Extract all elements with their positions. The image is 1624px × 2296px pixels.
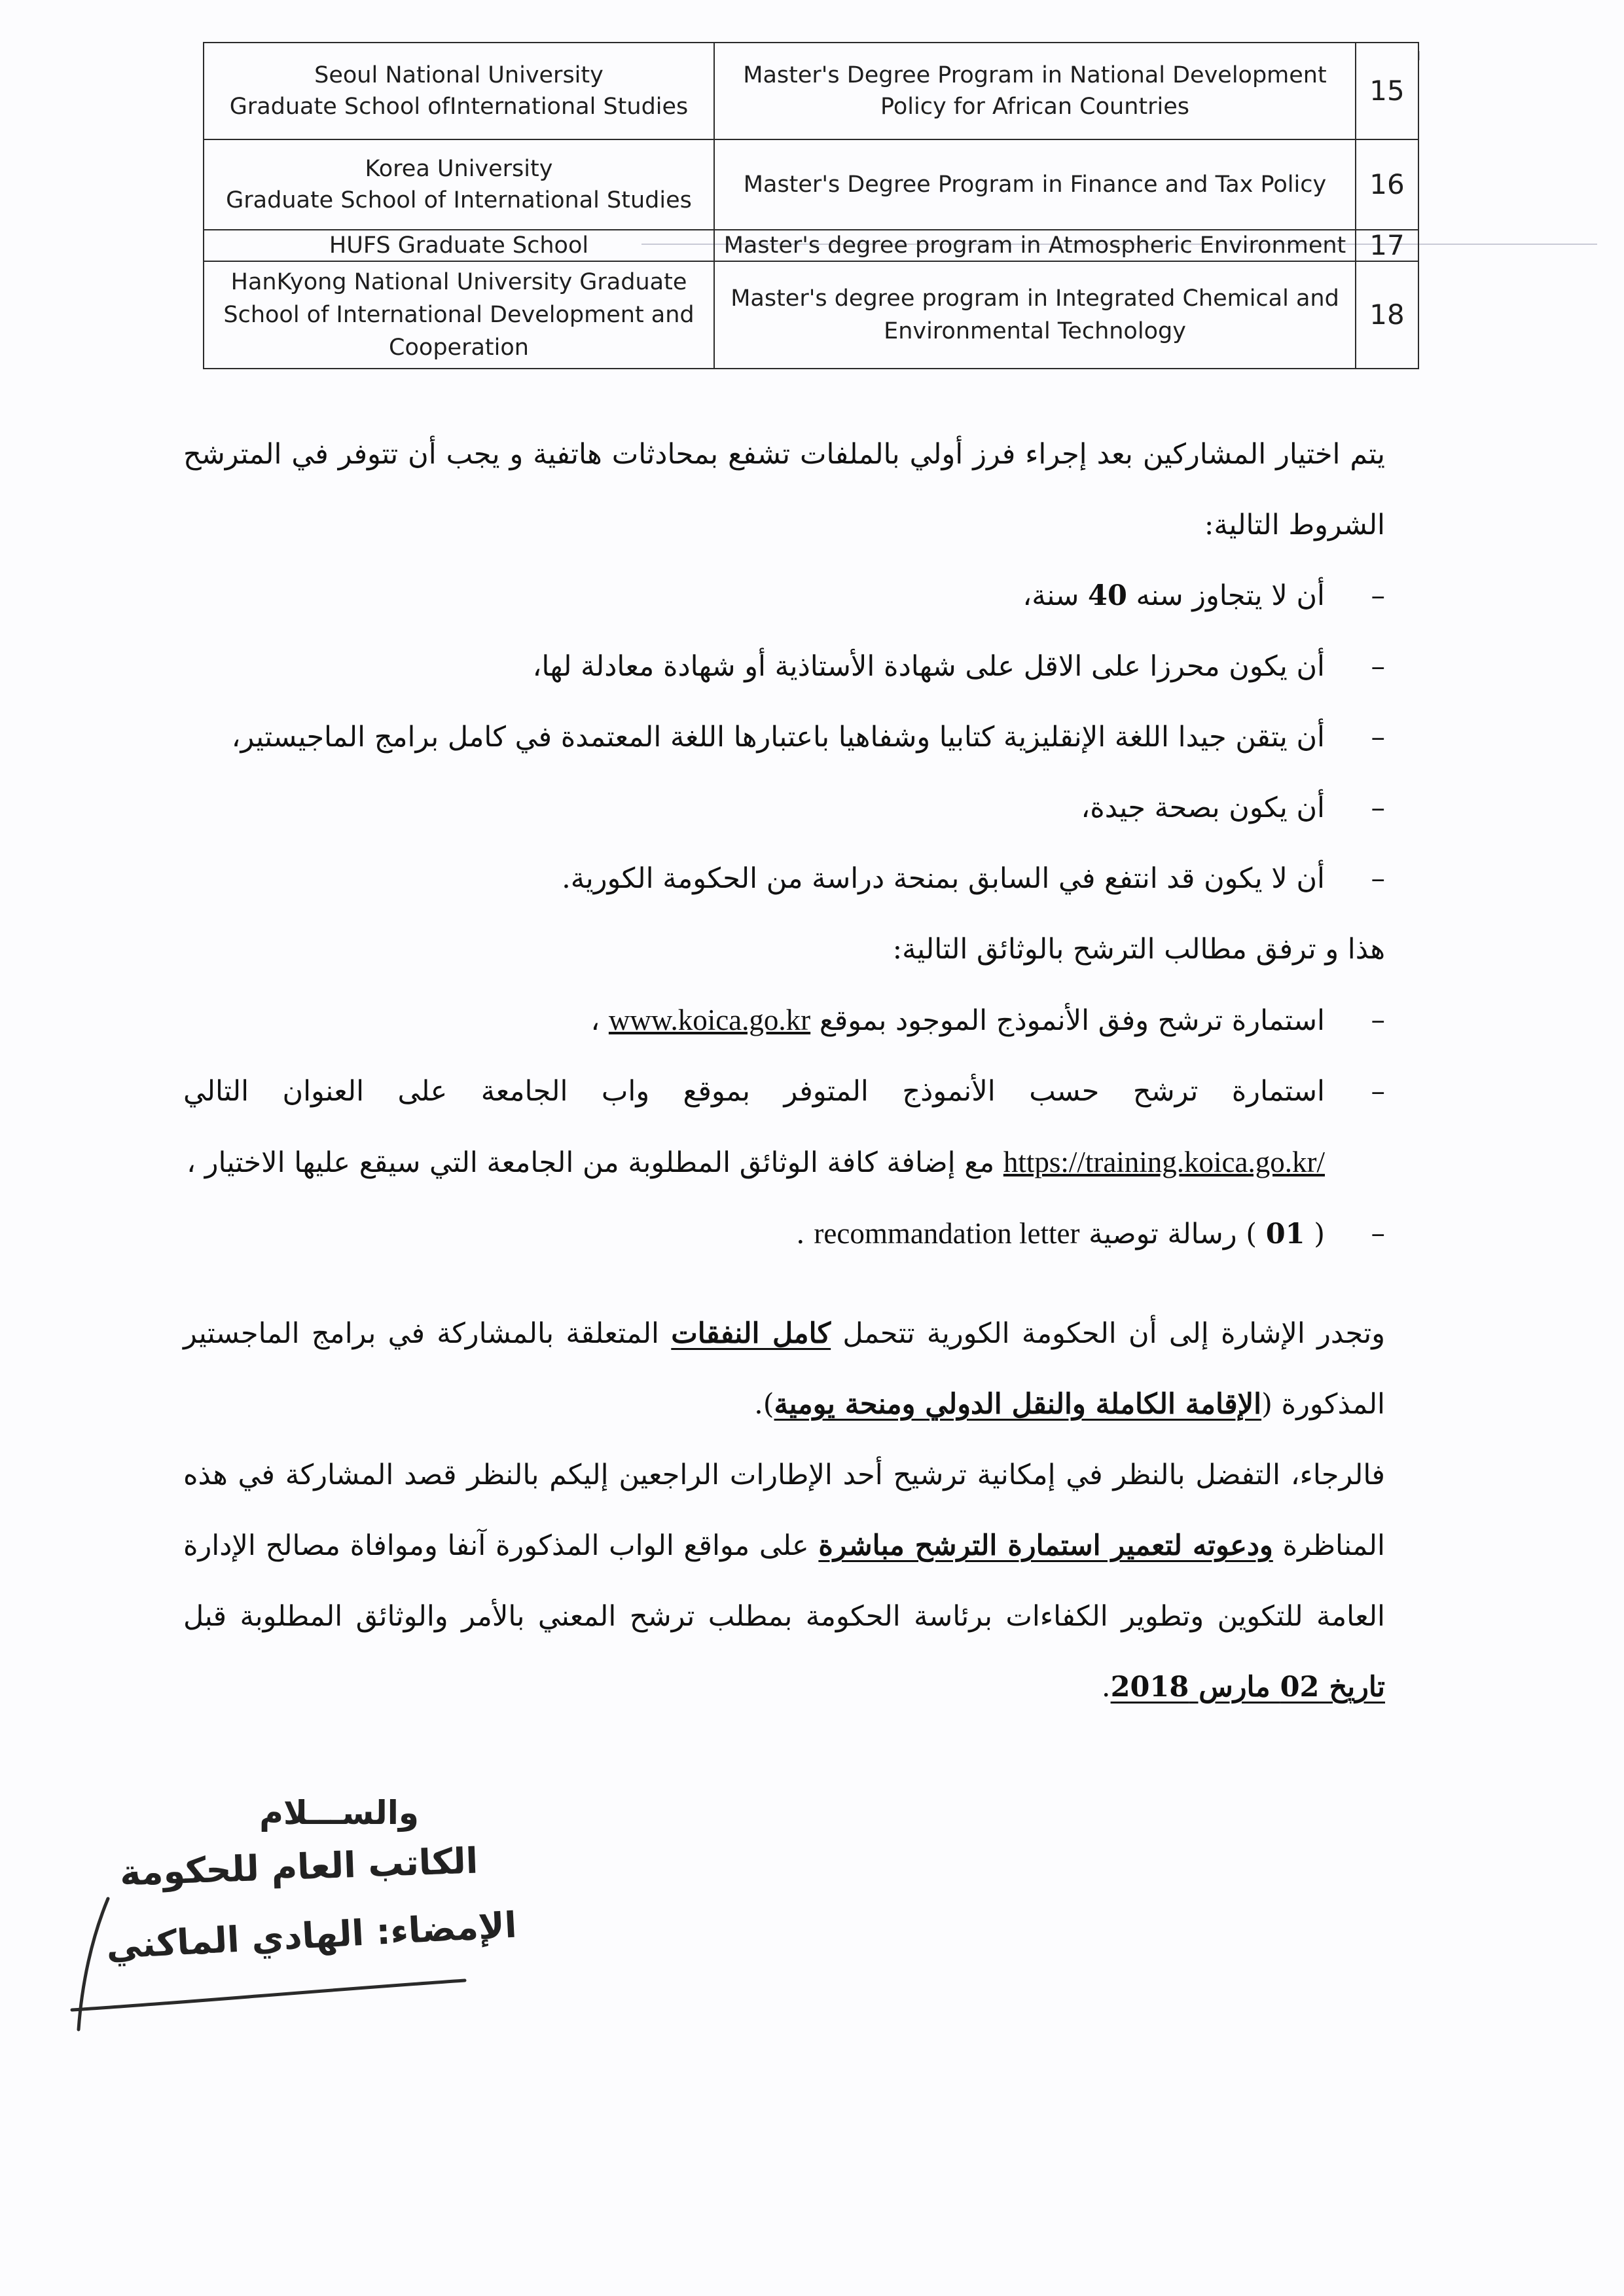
university-cell: Seoul National University Graduate School ofInternational Studies: [204, 43, 714, 139]
row-number: 17: [1356, 230, 1418, 261]
closing-salutation: والســـلام: [259, 1794, 419, 1832]
documents-intro: هذا و ترفق مطالب الترشح بالوثائق التالية:: [892, 933, 1385, 966]
table-row: [204, 139, 1418, 230]
dash-bullet: –: [1371, 862, 1385, 895]
deadline-date: تاريخ 02 مارس 2018: [1110, 1671, 1385, 1704]
table-row: [204, 261, 1418, 369]
condition-english: – أن يتقن جيدا اللغة الإنقليزية كتابيا وشفاهيا باعتبارها اللغة المعتمدة في كامل برامج الماجيستير،: [183, 702, 1385, 773]
program-cell: Master's degree program in Atmospheric Environment: [714, 230, 1356, 261]
signatory-title: الكاتب العام للحكومة: [118, 1840, 478, 1894]
signatory-name: الإمضاء: الهادي الماكني: [105, 1904, 518, 1967]
condition-health: – أن يكون بصحة جيدة،: [183, 773, 1385, 843]
program-cell: Master's degree program in Integrated Chemical and Environmental Technology: [714, 261, 1356, 369]
age-limit: 40: [1088, 579, 1127, 612]
table-row: [204, 230, 1418, 261]
program-cell: Master's Degree Program in National Development Policy for African Countries: [714, 43, 1356, 139]
programs-table: [203, 42, 1419, 369]
dash-bullet: –: [1371, 579, 1385, 612]
university-cell: HanKyong National University Graduate School of International Development and Cooperation: [204, 261, 714, 369]
row-number: 15: [1356, 43, 1418, 139]
row-number: 18: [1356, 261, 1418, 369]
condition-no-prior-grant: – أن لا يكون قد انتفع في السابق بمنحة دراسة من الحكومة الكورية.: [183, 843, 1385, 914]
document-recommendation: – ( 01 ) رسالة توصية recommandation letter .: [183, 1198, 1385, 1269]
covered-items: الإقامة الكاملة والنقل الدولي ومنحة يومية: [774, 1388, 1262, 1421]
dash-bullet: –: [1371, 792, 1385, 824]
dash-bullet: –: [1371, 1217, 1385, 1250]
expenses-paragraph: وتجدر الإشارة إلى أن الحكومة الكورية تتحمل كامل النفقات المتعلقة بالمشاركة في برامج الماجستير المذكورة (الإقامة الكاملة والنقل الدولي ومنحة يومية).: [183, 1317, 1385, 1421]
full-expenses: كامل النفقات: [671, 1317, 831, 1350]
dash-bullet: –: [1371, 721, 1385, 754]
dash-bullet: –: [1371, 650, 1385, 683]
request-paragraph: فالرجاء، التفضل بالنظر في إمكانية ترشيح أحد الإطارات الراجعين إليكم بالنظر قصد المشاركة في هذه المناظرة ودعوته لتعمير استمارة الترشح مباشرة على مواقع الواب المذكورة آنفا وموافاة مصالح الإدارة العامة للتكوين وتطوير الكفاءات برئاسة الحكومة بمطلب ترشح المعني بالأمر والوثائق المطلوبة قبل تاريخ 02 مارس 2018.: [183, 1459, 1385, 1704]
program-cell: Master's Degree Program in Finance and Tax Policy: [714, 139, 1356, 230]
letter-body: [183, 419, 1385, 1722]
signature-block: [46, 1794, 517, 2069]
intro-paragraph: يتم اختيار المشاركين بعد إجراء فرز أولي بالملفات تشفع بمحادثات هاتفية و يجب أن تتوفر في المترشح الشروط التالية:: [183, 438, 1385, 541]
dash-bullet: –: [1371, 1075, 1385, 1108]
document-koica-form: – استمارة ترشح وفق الأنموذج الموجود بموقع www.koica.go.kr ،: [183, 985, 1385, 1056]
invitation-phrase: ودعوته لتعمير استمارة الترشح مباشرة: [818, 1529, 1273, 1562]
university-cell: Korea University Graduate School of International Studies: [204, 139, 714, 230]
condition-age: – أن لا يتجاوز سنه 40 سنة،: [183, 560, 1385, 631]
dash-bullet: –: [1371, 1004, 1385, 1036]
training-koica-link[interactable]: https://training.koica.go.kr/: [1003, 1146, 1325, 1178]
document-university-form: – استمارة ترشح حسب الأنموذج المتوفر بموقع واب الجامعة على العنوان التالي https://training.koica.go.kr/ مع إضافة كافة الوثائق المطلوبة من الجامعة التي سيقع عليها الاختيار ،: [183, 1056, 1385, 1198]
condition-degree: – أن يكون محرزا على الاقل على شهادة الأستاذية أو شهادة معادلة لها،: [183, 631, 1385, 702]
koica-link[interactable]: www.koica.go.kr: [608, 1004, 811, 1036]
row-number: 16: [1356, 139, 1418, 230]
university-cell: HUFS Graduate School: [204, 230, 714, 261]
table-row: [204, 43, 1418, 139]
